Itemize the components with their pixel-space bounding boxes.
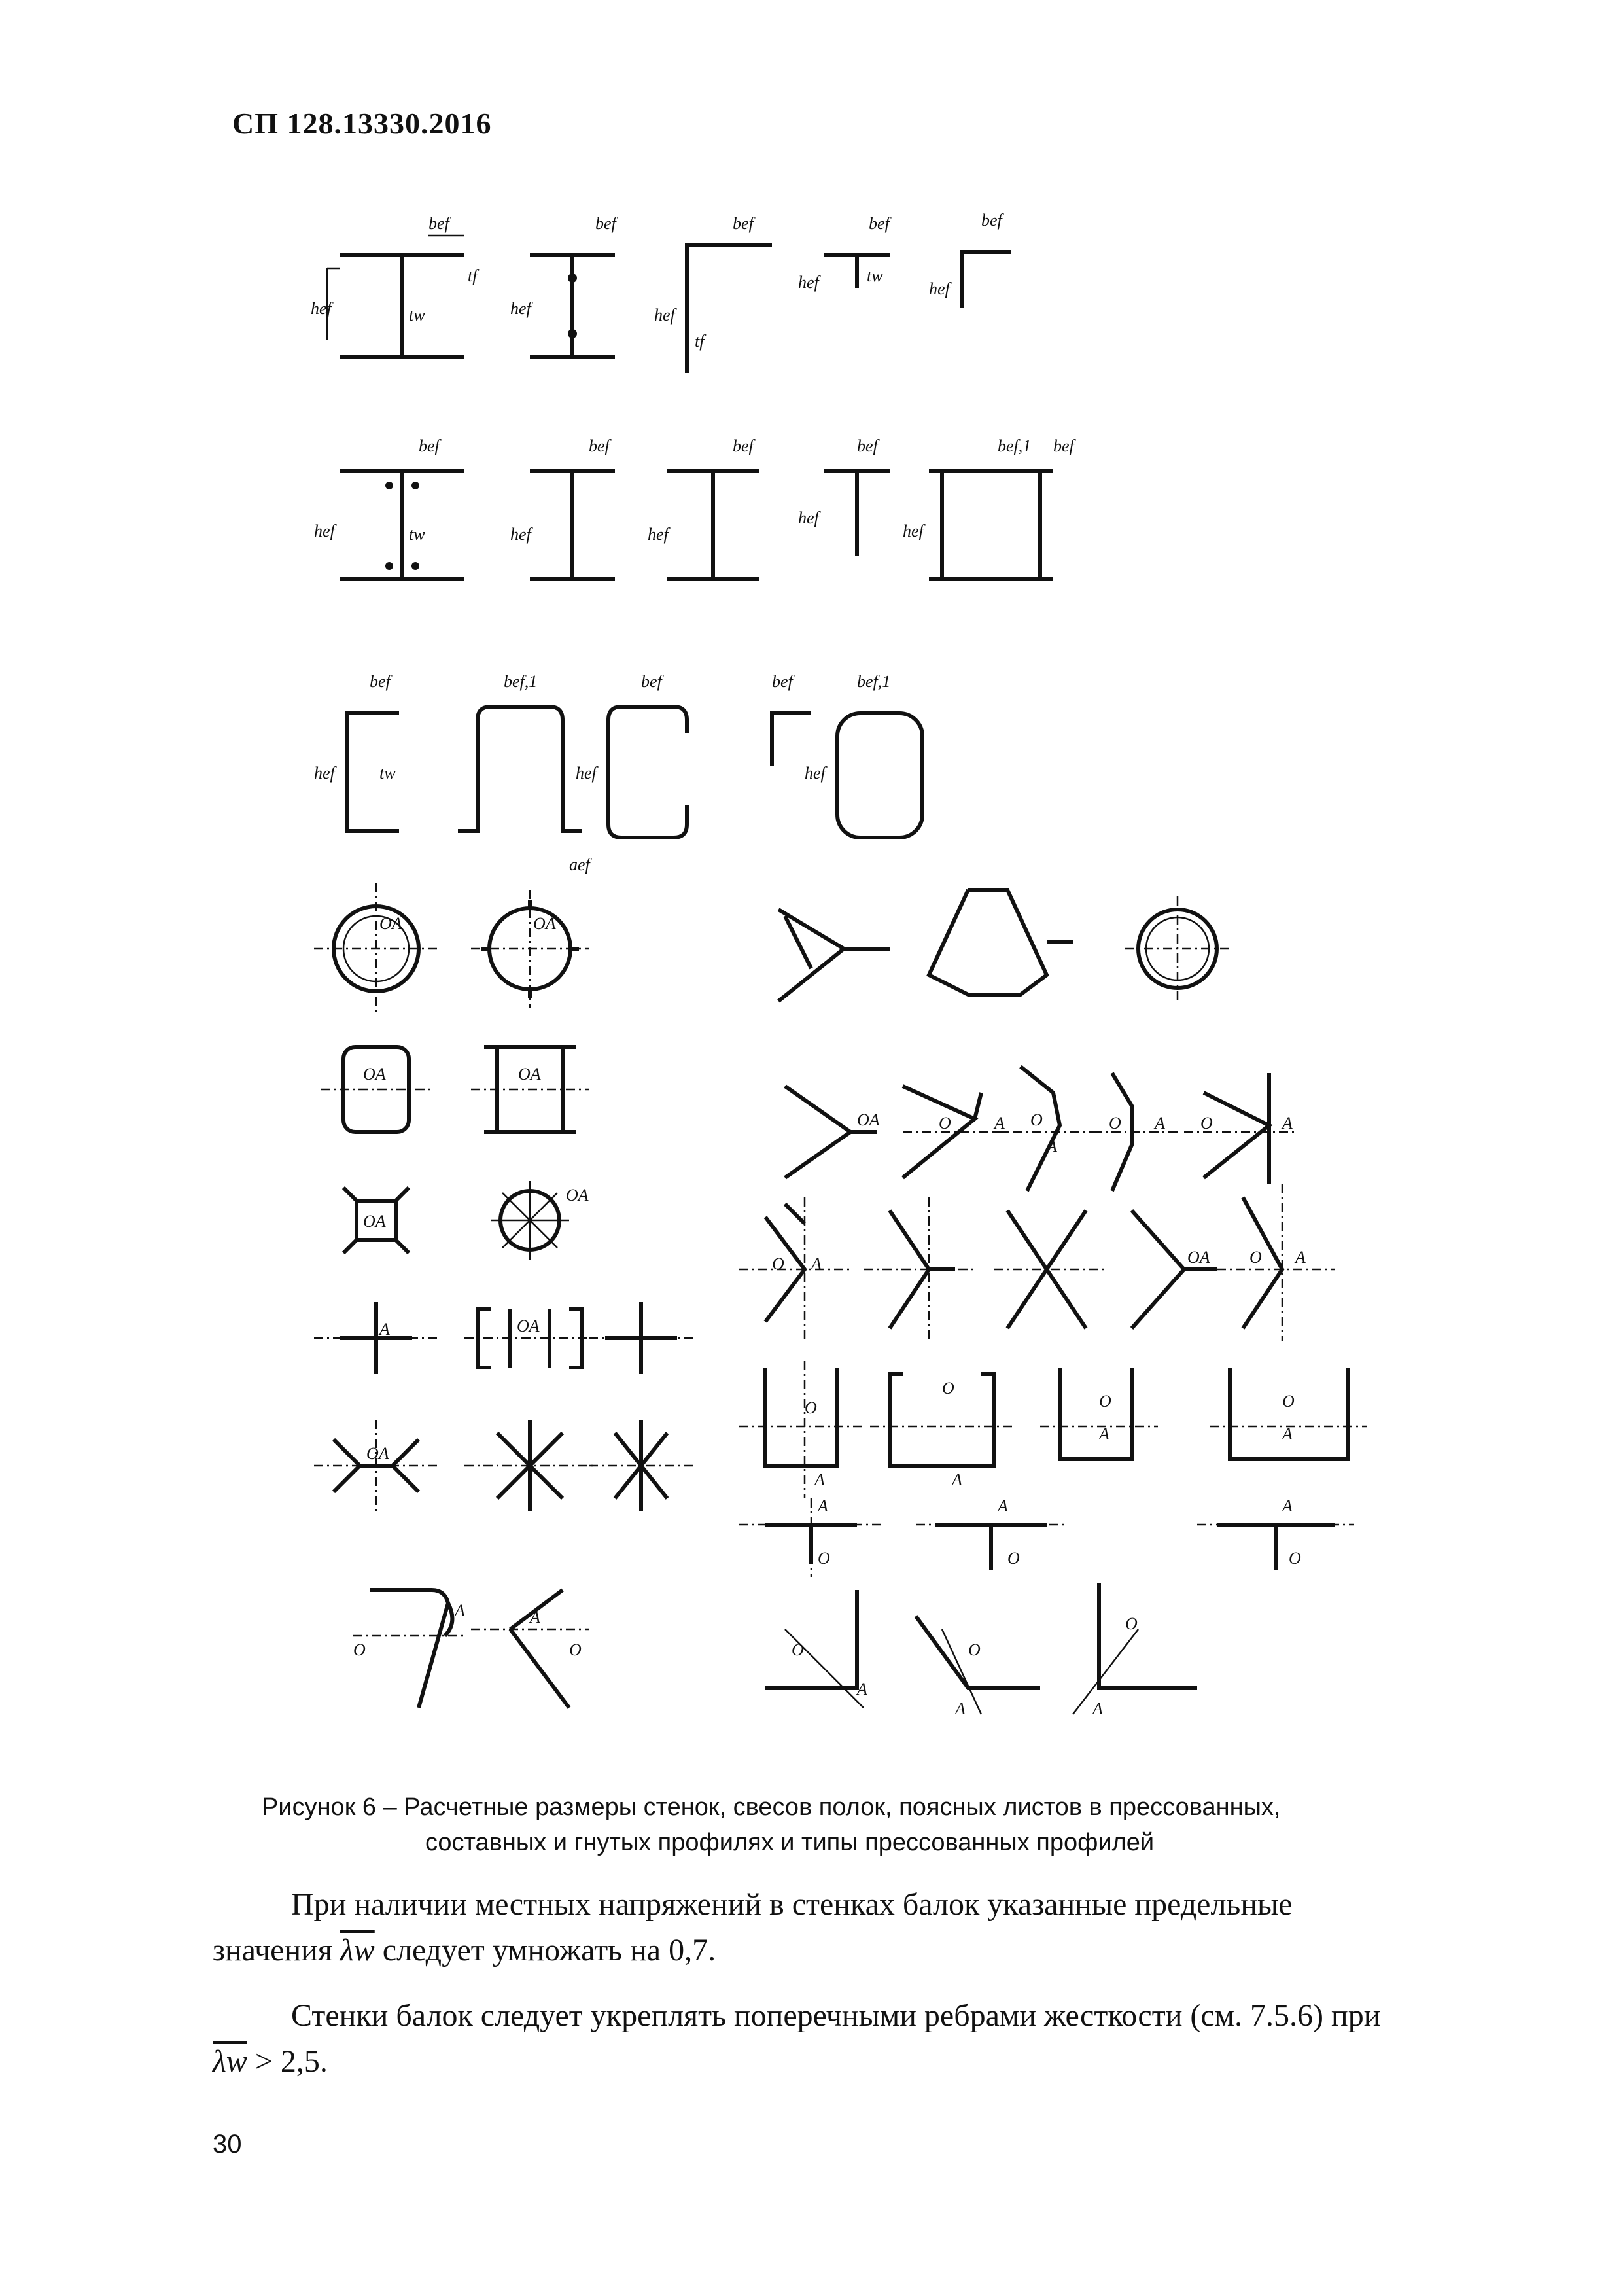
- label-a-1: A: [379, 1320, 390, 1339]
- paragraph-1-line-1: При наличии местных напряжений в стенках балок указанные предельные: [291, 1887, 1293, 1922]
- label-o-3: O: [939, 1114, 951, 1133]
- label-tf-1: tf: [468, 266, 478, 285]
- label-a-10: A: [814, 1470, 825, 1489]
- label-oa-8: OA: [366, 1444, 389, 1463]
- paragraph-2-line-2: [213, 2041, 328, 2082]
- label-o-18: O: [1125, 1614, 1138, 1633]
- label-o-2: O: [569, 1640, 582, 1659]
- profiles-drawing: [311, 190, 1426, 1747]
- label-o-10: O: [942, 1379, 954, 1398]
- label-o-16: O: [792, 1640, 804, 1659]
- label-a-6: A: [1155, 1114, 1165, 1133]
- label-hef-2: hef: [510, 299, 531, 318]
- label-bef1-1: bef,1: [998, 436, 1032, 455]
- row1-profiles: [311, 211, 1011, 373]
- label-oa-7: OA: [517, 1316, 540, 1335]
- label-a-15: A: [998, 1496, 1008, 1515]
- label-bef-12: bef: [641, 672, 662, 691]
- label-o-5: O: [1109, 1114, 1121, 1133]
- label-a-18: A: [955, 1699, 966, 1718]
- label-hef-10: hef: [903, 521, 924, 540]
- label-a-16: A: [1282, 1496, 1293, 1515]
- label-hef-9: hef: [798, 508, 819, 527]
- label-a-11: A: [952, 1470, 962, 1489]
- label-a-7: A: [1282, 1114, 1293, 1133]
- paragraph-1-line-2: [213, 1930, 716, 1971]
- label-oa-3: OA: [363, 1065, 386, 1084]
- label-bef-11: bef: [370, 672, 391, 691]
- label-tw-6: tw: [409, 525, 425, 544]
- label-oa-5: OA: [363, 1212, 386, 1231]
- profiles-figure: [311, 190, 1426, 1747]
- label-bef-4: bef: [869, 214, 890, 233]
- label-o-9: O: [805, 1398, 817, 1417]
- label-bef-8: bef: [733, 436, 754, 455]
- label-o-4: O: [1030, 1110, 1043, 1129]
- label-o-8: O: [1249, 1248, 1262, 1267]
- row3-profiles: [314, 672, 922, 874]
- label-aef: aef: [569, 855, 590, 874]
- pressed-profiles-right: [739, 890, 1367, 1718]
- label-o-6: O: [1200, 1114, 1213, 1133]
- label-a-14: A: [818, 1496, 828, 1515]
- label-bef-10: bef: [1053, 436, 1074, 455]
- label-bef-5: bef: [981, 211, 1002, 230]
- page-number: 30: [213, 2130, 242, 2159]
- label-a-3: A: [530, 1608, 540, 1627]
- lambda-w-symbol: $\overline{\lambda w}$: [340, 1933, 375, 1968]
- label-a-9: A: [1295, 1248, 1306, 1267]
- label-hef-7: hef: [510, 525, 531, 544]
- label-oa-1: OA: [379, 914, 402, 933]
- label-hef-8: hef: [648, 525, 669, 544]
- document-code: СП 128.13330.2016: [232, 107, 492, 140]
- label-oa-6: OA: [566, 1186, 589, 1205]
- label-hef-5: hef: [929, 279, 950, 298]
- label-hef-12: hef: [576, 764, 597, 783]
- figure-caption: [262, 1790, 1439, 1860]
- label-tw-1: tw: [409, 306, 425, 325]
- label-bef-13: bef: [772, 672, 793, 691]
- label-bef-9: bef: [857, 436, 878, 455]
- label-a-5: A: [1047, 1137, 1057, 1156]
- label-bef1-3: bef,1: [857, 672, 891, 691]
- paragraph-2-line-1: Стенки балок следует укреплять поперечными ребрами жесткости (см. 7.5.6) при: [291, 1998, 1381, 2033]
- caption-line-1: Рисунок 6 – Расчетные размеры стенок, свесов полок, поясных листов в прессованных,: [262, 1793, 1281, 1821]
- label-hef-1: hef: [311, 299, 332, 318]
- label-o-17: O: [968, 1640, 981, 1659]
- label-hef-3: hef: [654, 306, 675, 325]
- label-tf-3: tf: [695, 332, 705, 351]
- label-a-19: A: [1092, 1699, 1103, 1718]
- label-oa-9: OA: [857, 1110, 880, 1129]
- label-o-7: O: [772, 1254, 784, 1273]
- lambda-w-symbol-2: $\overline{\lambda w}$: [213, 2044, 247, 2079]
- label-o-12: O: [1282, 1392, 1295, 1411]
- label-bef1-2: bef,1: [504, 672, 538, 691]
- label-oa-4: OA: [518, 1065, 541, 1084]
- label-a-8: A: [811, 1254, 822, 1273]
- label-oa-10: OA: [1187, 1248, 1210, 1267]
- label-o-1: O: [353, 1640, 366, 1659]
- label-hef-4: hef: [798, 273, 819, 292]
- label-bef-7: bef: [589, 436, 610, 455]
- label-a-2: A: [455, 1601, 465, 1620]
- p2-suffix: > 2,5.: [247, 2044, 328, 2079]
- label-a-13: A: [1282, 1424, 1293, 1443]
- label-hef-6: hef: [314, 521, 335, 540]
- label-hef-11: hef: [314, 764, 335, 783]
- label-o-13: O: [818, 1549, 830, 1568]
- label-bef-2: bef: [595, 214, 616, 233]
- label-a-12: A: [1099, 1424, 1109, 1443]
- label-bef-6: bef: [419, 436, 440, 455]
- row2-profiles: [314, 436, 1077, 579]
- label-a-17: A: [857, 1680, 867, 1699]
- p1-prefix: значения: [213, 1933, 340, 1968]
- label-bef-1: bef: [428, 214, 449, 233]
- label-tw-4: tw: [867, 266, 883, 285]
- label-oa-2: OA: [533, 914, 556, 933]
- label-o-15: O: [1289, 1549, 1301, 1568]
- p1-suffix: следует умножать на 0,7.: [374, 1933, 716, 1968]
- label-hef-13: hef: [805, 764, 826, 783]
- label-o-11: O: [1099, 1392, 1111, 1411]
- caption-line-2: составных и гнутых профилях и типы прессованных профилей: [425, 1829, 1155, 1856]
- label-tw-11: tw: [379, 764, 396, 783]
- label-bef-3: bef: [733, 214, 754, 233]
- label-a-4: A: [994, 1114, 1005, 1133]
- label-o-14: O: [1007, 1549, 1020, 1568]
- pressed-profiles-left: [314, 883, 693, 1708]
